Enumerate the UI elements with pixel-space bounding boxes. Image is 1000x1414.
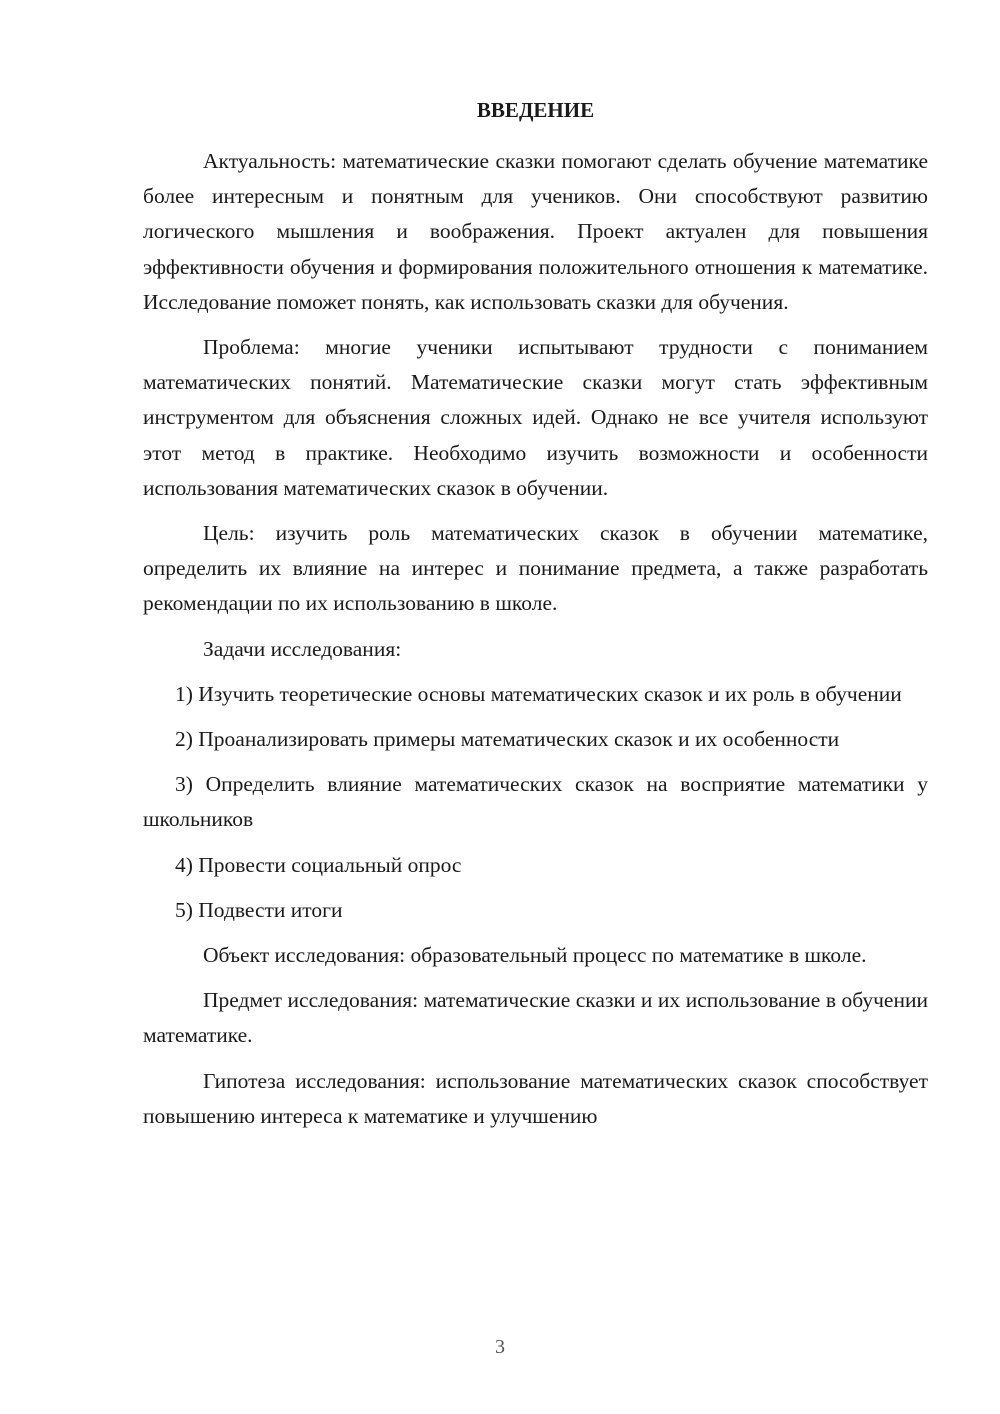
document-page	[143, 95, 928, 1134]
section-heading: ВВЕДЕНИЕ	[476, 98, 595, 122]
list-item: 1) Изучить теоретические основы математических сказок и их роль в обучении	[175, 681, 902, 706]
tasks-title: Задачи исследования:	[203, 636, 402, 661]
list-item: 4) Провести социальный опрос	[175, 852, 462, 877]
object-paragraph: Объект исследования: образовательный процесс по математике в школе.	[203, 943, 867, 968]
tasks-list	[143, 677, 928, 928]
hypothesis-paragraph: Гипотеза исследования: использование математических сказок способствует повышению интереса к математике и улучшению	[143, 1068, 928, 1128]
list-item: 3) Определить влияние математических сказок на восприятие математики у школьников	[143, 772, 928, 832]
page-number: 3	[495, 1336, 505, 1358]
subject-paragraph: Предмет исследования: математические сказки и их использование в обучении математике.	[143, 988, 928, 1048]
list-item: 2) Проанализировать примеры математических сказок и их особенности	[175, 727, 840, 752]
problem-paragraph: Проблема: многие ученики испытывают трудности с пониманием математических понятий. Математические сказки могут стать эффективным инструментом для объяснения сложных идей. Однако не все учителя используют этот метод в практике. Необходимо изучить возможности и особенности использования математических сказок в обучении.	[143, 335, 928, 500]
goal-paragraph: Цель: изучить роль математических сказок в обучении математике, определить их влияние на интерес и понимание предмета, а также разработать рекомендации по их использованию в школе.	[143, 521, 928, 616]
relevance-paragraph: Актуальность: математические сказки помогают сделать обучение математике более интересным и понятным для учеников. Они способствуют развитию логического мышления и воображения. Проект актуален для повышения эффективности обучения и формирования положительного отношения к математике. Исследование поможет понять, как использовать сказки для обучения.	[143, 149, 928, 314]
list-item: 5) Подвести итоги	[175, 897, 343, 922]
